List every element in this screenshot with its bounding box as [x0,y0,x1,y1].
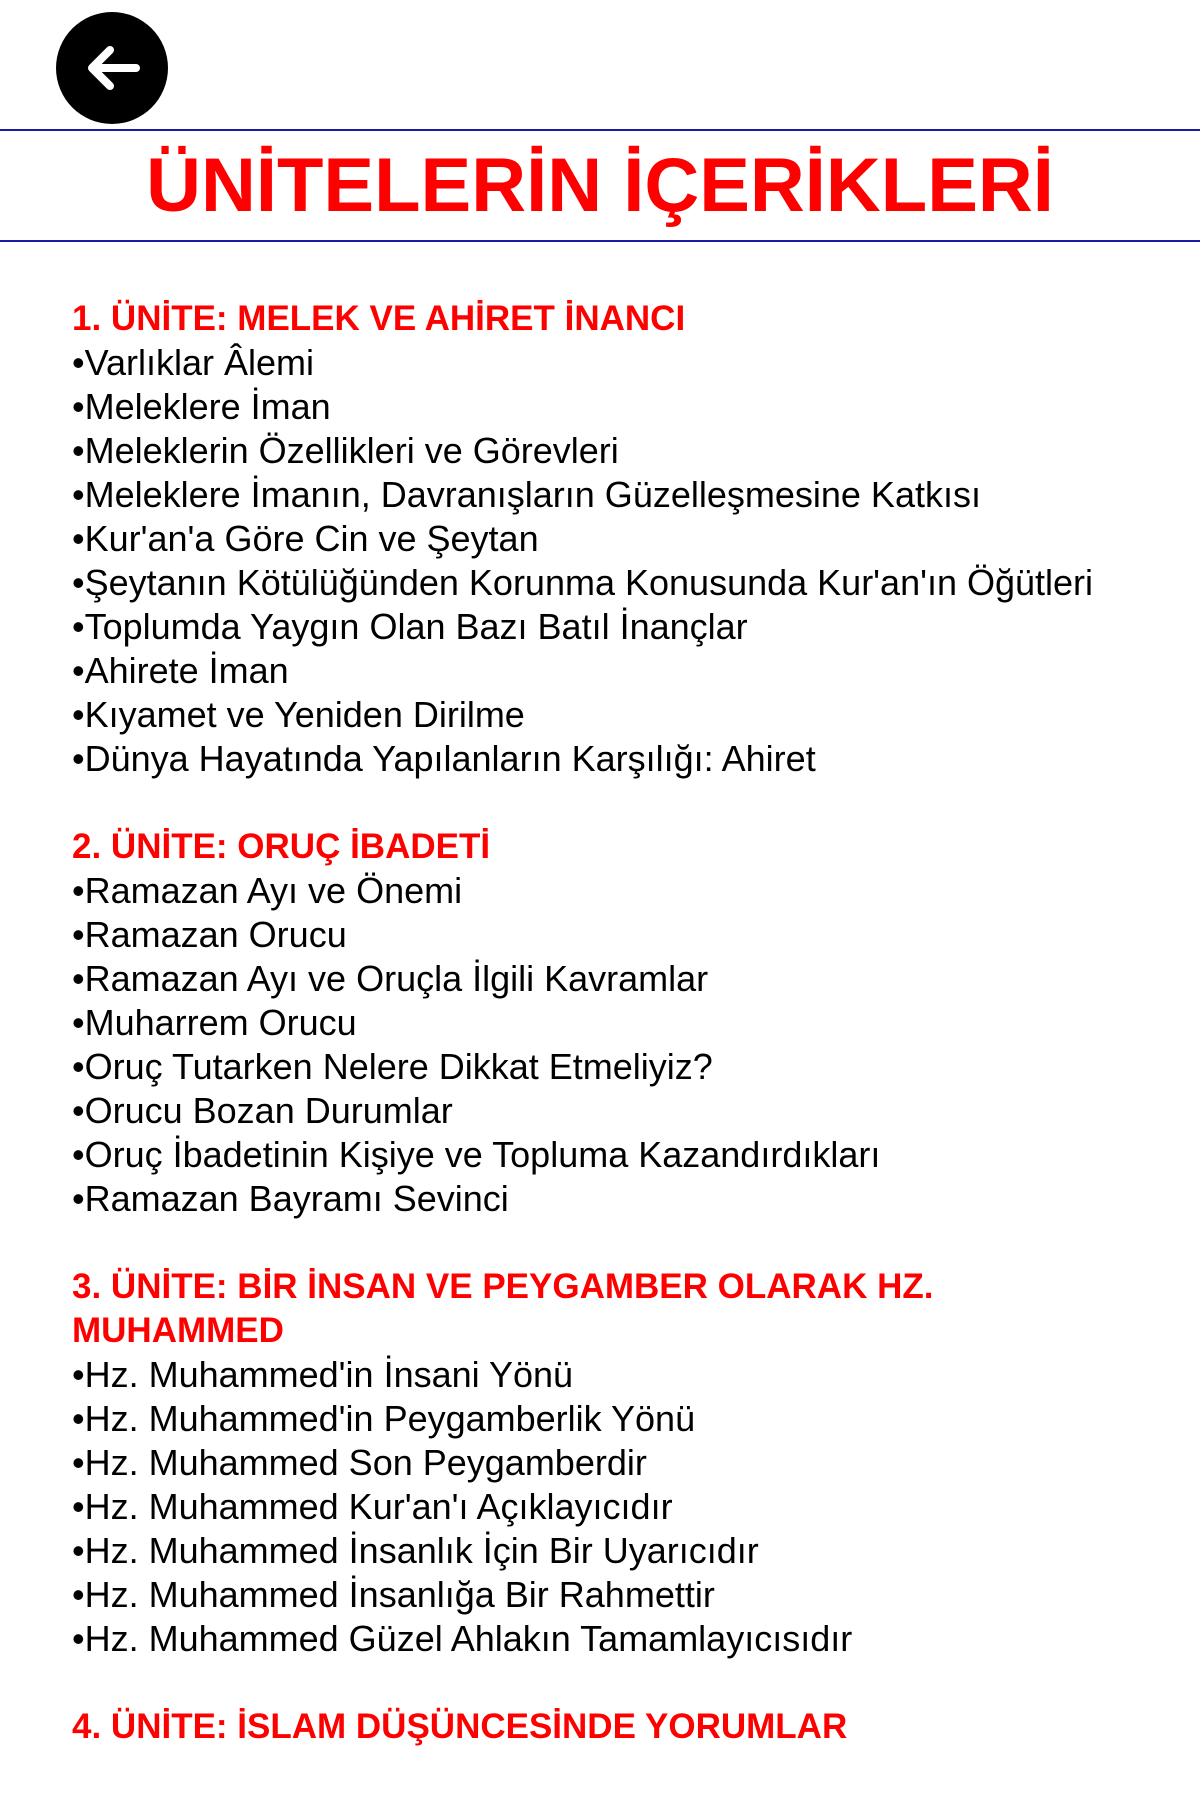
topic-item: •Hz. Muhammed Güzel Ahlakın Tamamlayıcısıdır [72,1618,853,1659]
unit-4-section [72,1705,1182,1749]
topic-item: •Oruç İbadetinin Kişiye ve Topluma Kazandırdıkları [72,1134,881,1175]
topic-item: •Dünya Hayatında Yapılanların Karşılığı: Ahiret [72,738,816,779]
topic-item: •Hz. Muhammed İnsanlığa Bir Rahmettir [72,1574,715,1615]
topic-item: •Meleklerin Özellikleri ve Görevleri [72,430,619,471]
unit-title: 3. ÜNİTE: BİR İNSAN VE PEYGAMBER OLARAK HZ. MUHAMMED [72,1267,934,1350]
topic-item: •Ramazan Orucu [72,914,347,955]
topic-item: •Ramazan Bayramı Sevinci [72,1178,509,1219]
topic-item: •Hz. Muhammed Kur'an'ı Açıklayıcıdır [72,1486,673,1527]
topic-item: •Meleklere İman [72,386,331,427]
unit-title: 2. ÜNİTE: ORUÇ İBADETİ [72,827,491,866]
back-button[interactable] [56,12,168,124]
topic-item: •Varlıklar Âlemi [72,342,314,383]
topic-item: •Hz. Muhammed Son Peygamberdir [72,1442,647,1483]
unit-1-section [72,297,1182,781]
topic-item: •Hz. Muhammed'in İnsani Yönü [72,1354,574,1395]
topic-item: •Hz. Muhammed İnsanlık İçin Bir Uyarıcıdır [72,1530,759,1571]
topic-item: •Meleklere İmanın, Davranışların Güzelleşmesine Katkısı [72,474,981,515]
topic-item: •Ahirete İman [72,650,289,691]
topic-item: •Ramazan Ayı ve Oruçla İlgili Kavramlar [72,958,709,999]
unit-title: 1. ÜNİTE: MELEK VE AHİRET İNANCI [72,299,686,338]
title-bottom-divider [0,240,1200,242]
topic-item: •Orucu Bozan Durumlar [72,1090,453,1131]
unit-content-list [72,297,1182,1793]
unit-topic-list [72,869,1182,1221]
topic-item: •Kur'an'a Göre Cin ve Şeytan [72,518,539,559]
page-title: ÜNİTELERİN İÇERİKLERİ [146,143,1054,228]
topic-item: •Oruç Tutarken Nelere Dikkat Etmeliyiz? [72,1046,713,1087]
unit-2-section [72,825,1182,1221]
arrow-left-icon [76,32,148,104]
topic-item: •Muharrem Orucu [72,1002,357,1043]
unit-3-section [72,1265,1182,1661]
unit-title: 4. ÜNİTE: İSLAM DÜŞÜNCESİNDE YORUMLAR [72,1707,848,1746]
topic-item: •Kıyamet ve Yeniden Dirilme [72,694,525,735]
unit-topic-list [72,1353,1182,1661]
topic-item: •Şeytanın Kötülüğünden Korunma Konusunda Kur'an'ın Öğütleri [72,562,1094,603]
unit-topic-list [72,341,1182,781]
topic-item: •Ramazan Ayı ve Önemi [72,870,463,911]
topic-item: •Toplumda Yaygın Olan Bazı Batıl İnançlar [72,606,748,647]
topic-item: •Hz. Muhammed'in Peygamberlik Yönü [72,1398,696,1439]
top-bar [0,0,1200,130]
